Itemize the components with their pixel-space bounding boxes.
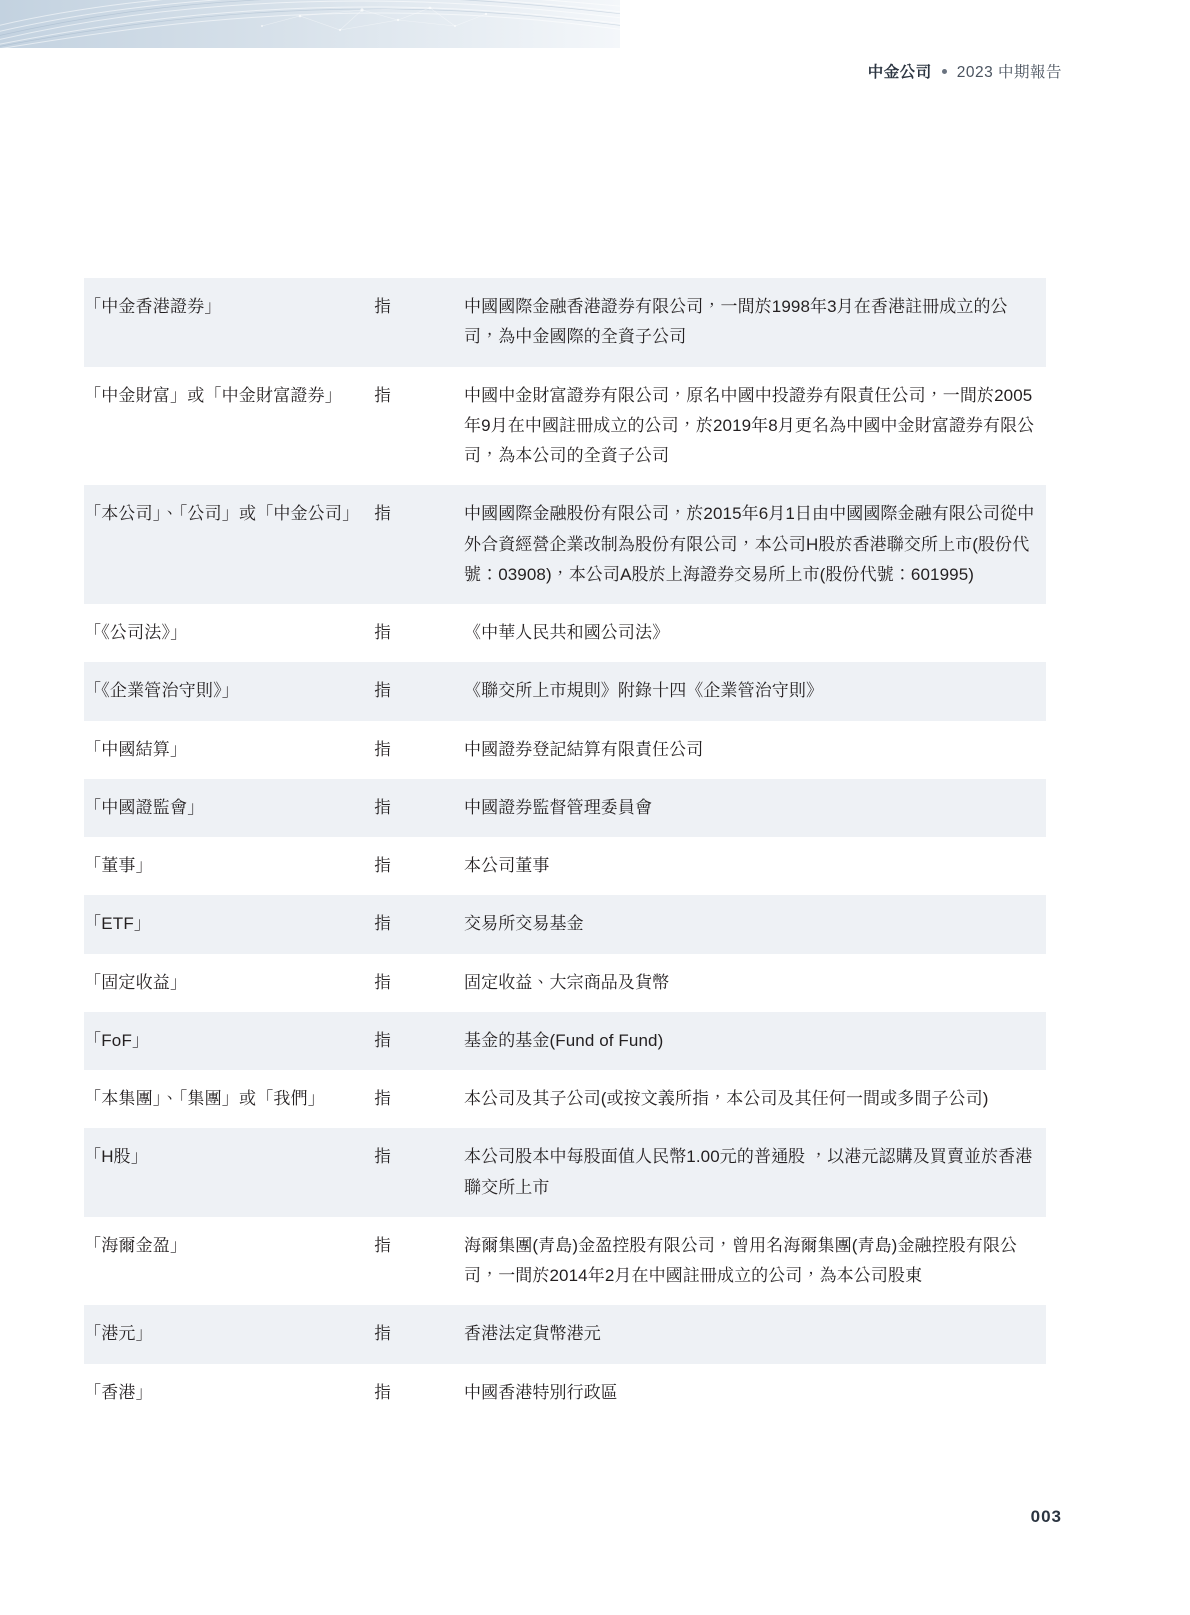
glossary-term: 「本公司」、「公司」或「中金公司」 [84,504,360,524]
glossary-means-label: 指 [374,1147,391,1167]
table-row [84,604,1046,662]
glossary-definition: 《聯交所上市規則》附錄十四《企業管治守則》 [464,681,824,701]
table-row [84,367,1046,486]
table-row [84,662,1046,720]
glossary-definition: 本公司股本中每股面值人民幣1.00元的普通股 ，以港元認購及買賣並於香港聯交所上市 [464,1147,1033,1197]
glossary-definition: 中國國際金融香港證券有限公司，一間於1998年3月在香港註冊成立的公司，為中金國際的全資子公司 [464,297,1008,347]
glossary-table [84,278,1046,1422]
glossary-definition: 香港法定貨幣港元 [464,1324,601,1344]
glossary-means-label: 指 [374,297,391,316]
glossary-means-label: 指 [374,1324,391,1344]
glossary-means-label: 指 [374,914,391,934]
table-row [84,954,1046,1012]
glossary-definition: 本公司董事 [464,856,550,875]
glossary-means-label: 指 [374,739,391,759]
table-row [84,1012,1046,1070]
glossary-definition: 中國證券監督管理委員會 [464,797,653,817]
table-row [84,895,1046,953]
glossary-definition: 交易所交易基金 [464,914,584,934]
glossary-term: 「海爾金盈」 [84,1235,188,1255]
table-row [84,1217,1046,1306]
glossary-means-label: 指 [374,1089,391,1108]
table-row [84,1128,1046,1217]
table-row [84,779,1046,837]
glossary-means-label: 指 [374,1030,391,1050]
company-brand: 中金公司 [867,64,932,81]
table-row [84,1305,1046,1363]
glossary-term: 「H股」 [84,1147,149,1167]
separator-dot-icon [942,69,947,74]
glossary-means-label: 指 [374,856,391,875]
glossary-means-label: 指 [374,681,391,701]
glossary-term: 「中金財富」或「中金財富證券」 [84,385,342,405]
glossary-means-label: 指 [374,1382,391,1402]
glossary-means-label: 指 [374,385,391,405]
report-issue-label: 2023 中期報告 [956,64,1062,81]
page-number: 003 [1030,1507,1062,1526]
header-decorative-banner [0,0,620,48]
glossary-definition: 本公司及其子公司(或按文義所指，本公司及其任何一間或多間子公司) [464,1089,989,1108]
glossary-term: 「ETF」 [84,914,152,934]
glossary-means-label: 指 [374,1235,391,1255]
glossary-definition: 海爾集團(青島)金盈控股有限公司，曾用名海爾集團(青島)金融控股有限公司，一間於2014年2月在中國註冊成立的公司，為本公司股東 [464,1235,1018,1285]
glossary-term: 「中國結算」 [84,739,188,759]
table-row [84,1070,1046,1128]
glossary-term: 「香港」 [84,1382,153,1402]
glossary-definition: 中國證券登記結算有限責任公司 [464,739,704,759]
glossary-term: 「本集團」、「集團」或「我們」 [84,1089,325,1108]
glossary-term: 「固定收益」 [84,972,188,992]
glossary-definition: 《中華人民共和國公司法》 [464,623,670,642]
glossary-definition: 中國國際金融股份有限公司，於2015年6月1日由中國國際金融有限公司從中外合資經營企業改制為股份有限公司，本公司H股於香港聯交所上市(股份代號：03908)，本公司A股於上海證券交易所上市(股份代號：601995) [464,504,1035,584]
running-head [868,60,1062,82]
glossary-term: 「FoF」 [84,1030,150,1050]
banner-wave-graphic [0,0,620,48]
glossary-means-label: 指 [374,972,391,992]
glossary-definition: 中國中金財富證券有限公司，原名中國中投證券有限責任公司，一間於2005年9月在中國註冊成立的公司，於2019年8月更名為中國中金財富證券有限公司，為本公司的全資子公司 [464,385,1035,465]
glossary-definition: 中國香港特別行政區 [464,1382,618,1402]
glossary-term: 「中金香港證券」 [84,297,222,316]
table-row [84,721,1046,779]
glossary-term: 「中國證監會」 [84,797,205,817]
glossary-term: 「董事」 [84,856,153,875]
glossary-term: 「《公司法》」 [84,623,188,642]
table-row [84,485,1046,604]
glossary-means-label: 指 [374,797,391,817]
glossary-definition: 固定收益、大宗商品及貨幣 [464,972,670,992]
table-row [84,837,1046,895]
glossary-means-label: 指 [374,504,391,524]
glossary-definition: 基金的基金(Fund of Fund) [464,1030,664,1050]
table-row [84,1364,1046,1422]
glossary-term: 「港元」 [84,1324,153,1344]
glossary-means-label: 指 [374,623,391,642]
glossary-term: 「《企業管治守則》」 [84,681,239,701]
table-row [84,278,1046,367]
